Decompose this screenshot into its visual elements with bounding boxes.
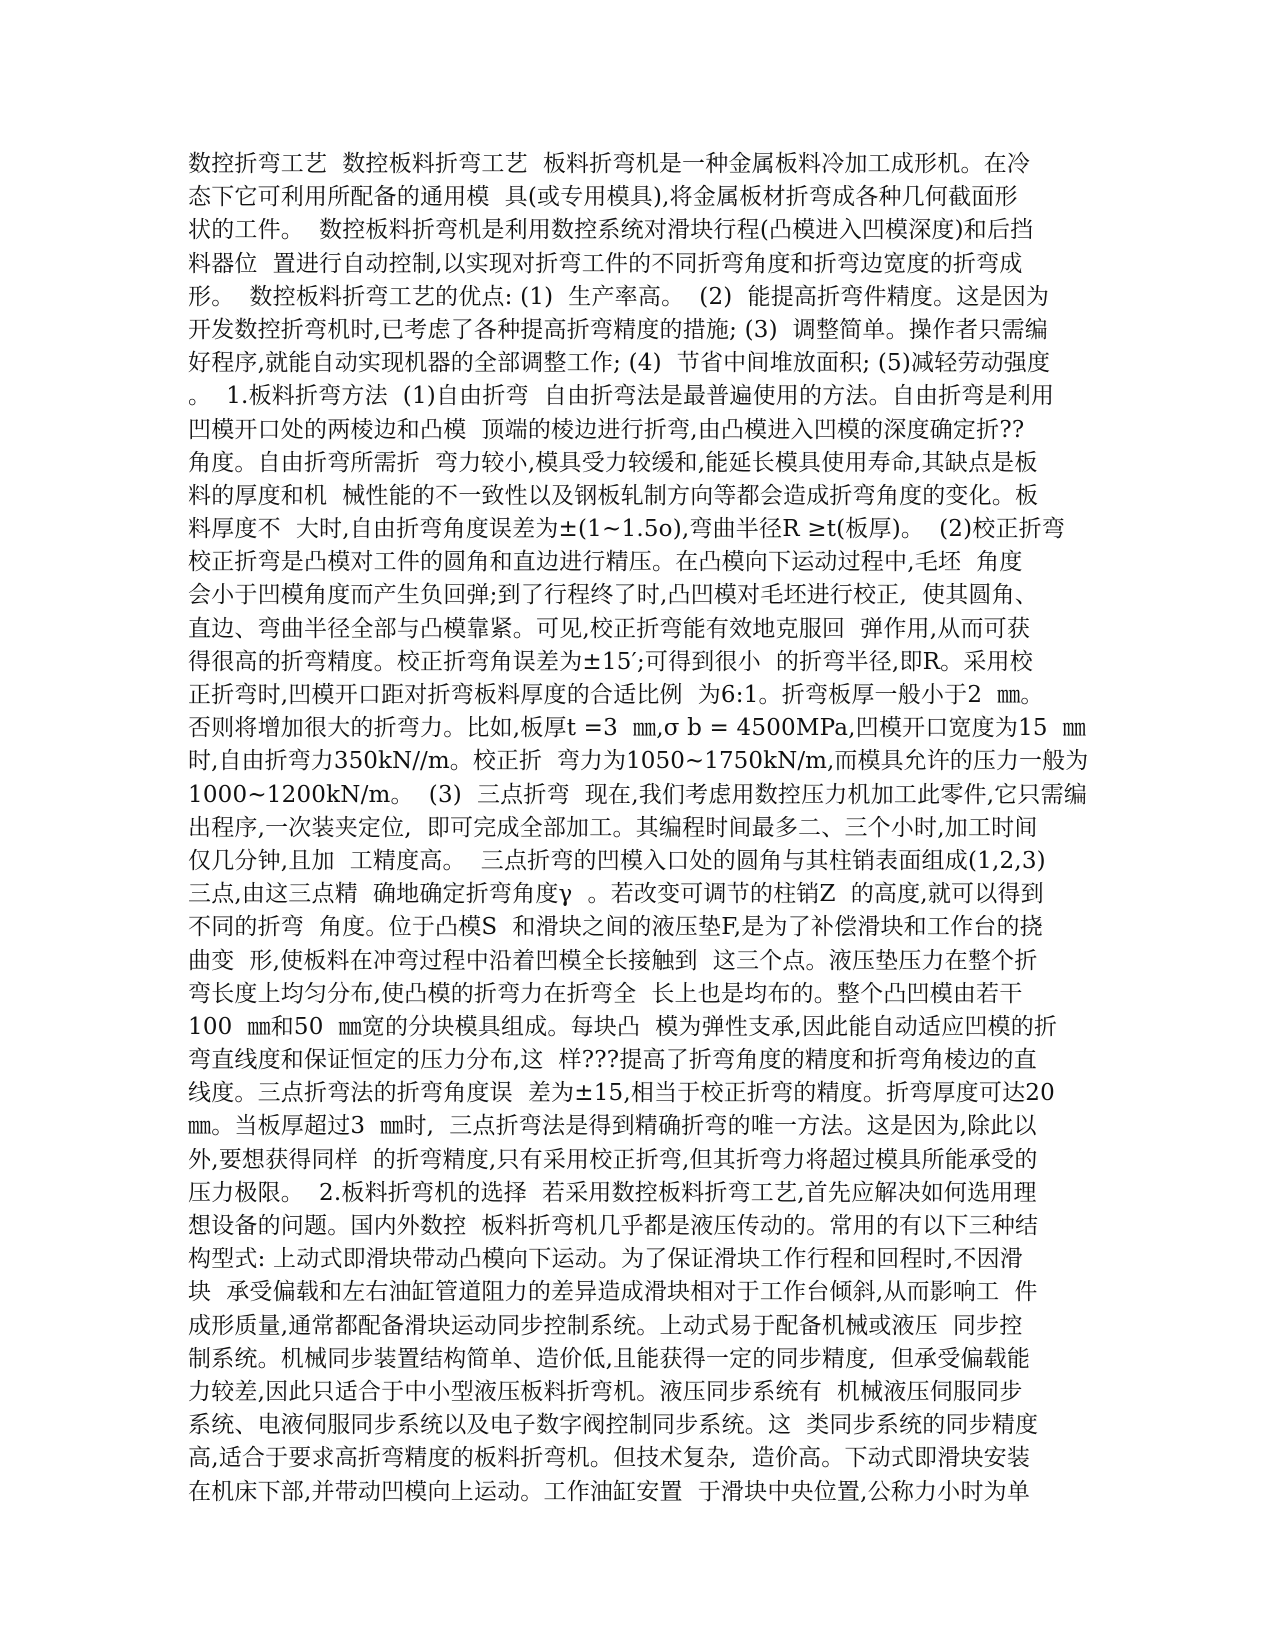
text-line: 曲变 形,使板料在冲弯过程中沿着凹模全长接触到 这三个点。液压垫压力在整个折 xyxy=(188,947,1038,974)
text-line: 制系统。机械同步装置结构简单、造价低,且能获得一定的同步精度, 但承受偏载能 xyxy=(188,1345,1031,1372)
text-line: 系统、电液伺服同步系统以及电子数字阀控制同步系统。这 类同步系统的同步精度 xyxy=(188,1412,1039,1439)
text-line: 直边、弯曲半径全部与凸模靠紧。可见,校正折弯能有效地克服回 弹作用,从而可获 xyxy=(188,615,1031,642)
text-line: 数控折弯工艺 数控板料折弯工艺 板料折弯机是一种金属板料冷加工成形机。在冷 xyxy=(188,151,1031,177)
text-line: 时,自由折弯力350kN//m。校正折 弯力为1050~1750kN/m,而模具允许的压力一般为 xyxy=(188,748,1088,775)
text-line: 在机床下部,并带动凹模向上运动。工作油缸安置 于滑块中央位置,公称力小时为单 xyxy=(188,1478,1031,1505)
text-line: 出程序,一次装夹定位, 即可完成全部加工。其编程时间最多二、三个小时,加工时间 xyxy=(188,814,1038,841)
text-line: 校正折弯是凸模对工件的圆角和直边进行精压。在凸模向下运动过程中,毛坯 角度 xyxy=(188,549,1023,576)
text-line: 想设备的问题。国内外数控 板料折弯机几乎都是液压传动的。常用的有以下三种结 xyxy=(188,1213,1039,1239)
text-line: 得很高的折弯精度。校正折弯角误差为±15′;可得到很小 的折弯半径,即R。采用校 xyxy=(188,648,1033,675)
text-line: ㎜。当板厚超过3 ㎜时, 三点折弯法是得到精确折弯的唯一方法。这是因为,除此以 xyxy=(188,1113,1037,1140)
text-line: 块 承受偏载和左右油缸管道阻力的差异造成滑块相对于工作台倾斜,从而影响工 件 xyxy=(188,1279,1038,1306)
text-line: 正折弯时,凹模开口距对折弯板料厚度的合适比例 为6:1。折弯板厚一般小于2 ㎜。 xyxy=(188,682,1044,708)
text-line: 会小于凹模角度而产生负回弹;到了行程终了时,凸凹模对毛坯进行校正, 使其圆角、 xyxy=(188,582,1038,609)
text-line: 否则将增加很大的折弯力。比如,板厚t =3 ㎜,σ b = 4500MPa,凹模开口宽度为15 ㎜ xyxy=(188,715,1086,742)
text-line: 态下它可利用所配备的通用模 具(或专用模具),将金属板材折弯成各种几何截面形 xyxy=(188,184,1018,211)
text-line: 线度。三点折弯法的折弯角度误 差为±15,相当于校正折弯的精度。折弯厚度可达20 xyxy=(188,1080,1055,1107)
text-line: 1000~1200kN/m。 (3) 三点折弯 现在,我们考虑用数控压力机加工此零件,它只需编 xyxy=(188,781,1088,808)
text-line: 角度。自由折弯所需折 弯力较小,模具受力较缓和,能延长模具使用寿命,其缺点是板 xyxy=(188,449,1038,476)
text-line: 100 ㎜和50 ㎜宽的分块模具组成。每块凸 模为弹性支承,因此能自动适应凹模的折 xyxy=(188,1013,1058,1040)
text-line: 。 1.板料折弯方法 (1)自由折弯 自由折弯法是最普遍使用的方法。自由折弯是利用 xyxy=(188,383,1055,410)
text-line: 凹模开口处的两棱边和凸模 顶端的棱边进行折弯,由凸模进入凹模的深度确定折?? xyxy=(188,416,1025,443)
text-line: 力较差,因此只适合于中小型液压板料折弯机。液压同步系统有 机械液压伺服同步 xyxy=(188,1378,1023,1405)
text-line: 料器位 置进行自动控制,以实现对折弯工件的不同折弯角度和折弯边宽度的折弯成 xyxy=(188,250,1023,277)
text-line: 弯长度上均匀分布,使凸模的折弯力在折弯全 长上也是均布的。整个凸凹模由若干 xyxy=(188,980,1023,1007)
body-text xyxy=(188,148,1088,1509)
text-line: 外,要想获得同样 的折弯精度,只有采用校正折弯,但其折弯力将超过模具所能承受的 xyxy=(188,1146,1038,1173)
text-line: 料的厚度和机 械性能的不一致性以及钢板轧制方向等都会造成折弯角度的变化。板 xyxy=(188,482,1039,509)
text-line: 好程序,就能自动实现机器的全部调整工作; (4) 节省中间堆放面积; (5)减轻劳动强度 xyxy=(188,350,1051,377)
text-line: 形。 数控板料折弯工艺的优点: (1) 生产率高。 (2) 能提高折弯件精度。这是因为 xyxy=(188,283,1050,310)
text-line: 高,适合于要求高折弯精度的板料折弯机。但技术复杂, 造价高。下动式即滑块安装 xyxy=(188,1445,1031,1472)
text-line: 开发数控折弯机时,已考虑了各种提高折弯精度的措施; (3) 调整简单。操作者只需编 xyxy=(188,316,1048,343)
text-line: 弯直线度和保证恒定的压力分布,这 样???提高了折弯角度的精度和折弯角棱边的直 xyxy=(188,1047,1037,1074)
text-line: 成形质量,通常都配备滑块运动同步控制系统。上动式易于配备机械或液压 同步控 xyxy=(188,1312,1023,1339)
text-line: 料厚度不 大时,自由折弯角度误差为±(1~1.5o),弯曲半径R ≥t(板厚)。 (2)校正折弯 xyxy=(188,516,1066,543)
text-line: 三点,由这三点精 确地确定折弯角度γ 。若改变可调节的柱销Z 的高度,就可以得到 xyxy=(188,881,1044,908)
text-line: 压力极限。 2.板料折弯机的选择 若采用数控板料折弯工艺,首先应解决如何选用理 xyxy=(188,1179,1037,1206)
text-line: 不同的折弯 角度。位于凸模S 和滑块之间的液压垫F,是为了补偿滑块和工作台的挠 xyxy=(188,914,1043,941)
text-line: 构型式: 上动式即滑块带动凸模向下运动。为了保证滑块工作行程和回程时,不因滑 xyxy=(188,1246,1023,1273)
text-line: 状的工件。 数控板料折弯机是利用数控系统对滑块行程(凸模进入凹模深度)和后挡 xyxy=(188,217,1034,244)
text-line: 仅几分钟,且加 工精度高。 三点折弯的凹模入口处的圆角与其柱销表面组成(1,2,3) xyxy=(188,847,1046,874)
